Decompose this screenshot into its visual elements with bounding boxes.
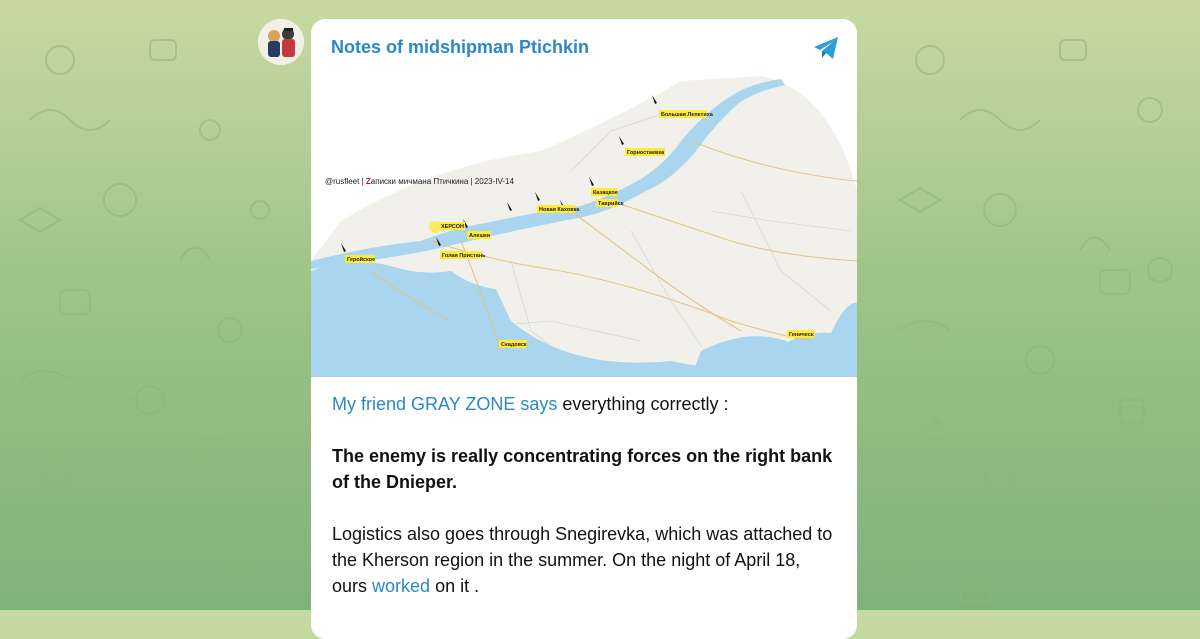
post-header bbox=[331, 36, 841, 62]
channel-name-link[interactable]: Notes of midshipman Ptichkin bbox=[331, 37, 590, 57]
svg-text:Казацкое: Казацкое bbox=[593, 190, 618, 196]
svg-text:Новая Каховка: Новая Каховка bbox=[539, 207, 580, 213]
svg-text:ХЕРСОН: ХЕРСОН bbox=[441, 224, 464, 230]
svg-text:Большая Лепетиха: Большая Лепетиха bbox=[661, 112, 713, 118]
svg-text:Горностаевка: Горностаевка bbox=[627, 150, 665, 156]
svg-text:Таврийск: Таврийск bbox=[598, 201, 624, 207]
post-paragraph-3: Logistics also goes through Snegirevka, which was attached to the Kherson region in the summer. On the night of April 18, ours worked on it . bbox=[332, 524, 833, 596]
svg-text:Алешки: Алешки bbox=[469, 233, 491, 239]
worked-link[interactable]: worked bbox=[372, 576, 431, 596]
post-paragraph-1: My friend GRAY ZONE says everything correctly : bbox=[332, 394, 729, 414]
svg-text:Скадовск: Скадовск bbox=[501, 342, 527, 348]
telegram-icon[interactable] bbox=[811, 33, 841, 63]
svg-text:Геройское: Геройское bbox=[347, 257, 376, 263]
channel-avatar[interactable] bbox=[258, 19, 304, 65]
svg-text:Голая Пристань: Голая Пристань bbox=[442, 253, 486, 259]
map-watermark: @rusfleet | Zаписки мичмана Птичкина | 2023-IV-14 bbox=[325, 177, 514, 186]
post-card bbox=[311, 19, 857, 639]
svg-text:Геническ: Геническ bbox=[789, 332, 814, 338]
gray-zone-link[interactable]: My friend GRAY ZONE says bbox=[332, 394, 558, 414]
post-map-image[interactable] bbox=[311, 71, 857, 377]
post-text bbox=[332, 391, 839, 625]
post-paragraph-2: The enemy is really concentrating forces on the right bank of the Dnieper. bbox=[332, 446, 833, 492]
